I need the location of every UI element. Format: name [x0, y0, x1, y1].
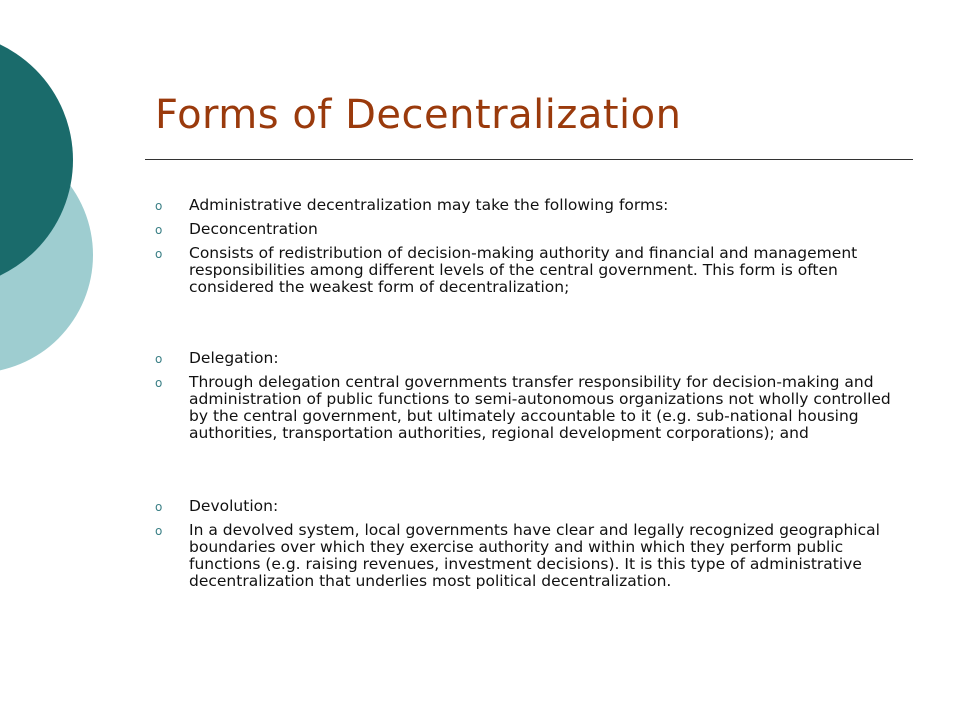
- bullet-marker-icon: o: [155, 199, 163, 213]
- bullet-marker-icon: o: [155, 247, 163, 261]
- bullet-item: [155, 374, 895, 442]
- bullet-text: Through delegation central governments transfer responsibility for decision-making and administration of public functions to semi-autonomous organizations not wholly controlled by the central government, but ultimately accountable to it (e.g. sub-national housing authorities, transportation authorities, regional development corporations); and: [189, 373, 891, 442]
- bullet-text: Devolution:: [189, 497, 279, 515]
- bullet-item: [155, 245, 895, 296]
- bullet-text: Deconcentration: [189, 220, 318, 238]
- bullet-marker-icon: o: [155, 376, 163, 390]
- bullet-item: [155, 197, 895, 215]
- bullet-item: [155, 498, 895, 516]
- bullet-text: Consists of redistribution of decision-making authority and financial and management responsibilities among different levels of the central government. This form is often considered the weakest form of decentralization;: [189, 244, 858, 296]
- bullet-marker-icon: o: [155, 500, 163, 514]
- bullet-item: [155, 522, 895, 590]
- bullet-marker-icon: o: [155, 352, 163, 366]
- bullet-marker-icon: o: [155, 223, 163, 237]
- bullet-text: Delegation:: [189, 349, 279, 367]
- slide-title: Forms of Decentralization: [155, 92, 682, 138]
- bullet-marker-icon: o: [155, 524, 163, 538]
- bullet-item: [155, 350, 895, 368]
- bullet-item: [155, 221, 895, 239]
- bullet-text: Administrative decentralization may take the following forms:: [189, 196, 669, 214]
- bullet-text: In a devolved system, local governments have clear and legally recognized geographical boundaries over which they exercise authority and within which they perform public functions (e.g. raising revenues, investment decisions). It is this type of administrative decentralization that underlies most political decentralization.: [189, 521, 880, 590]
